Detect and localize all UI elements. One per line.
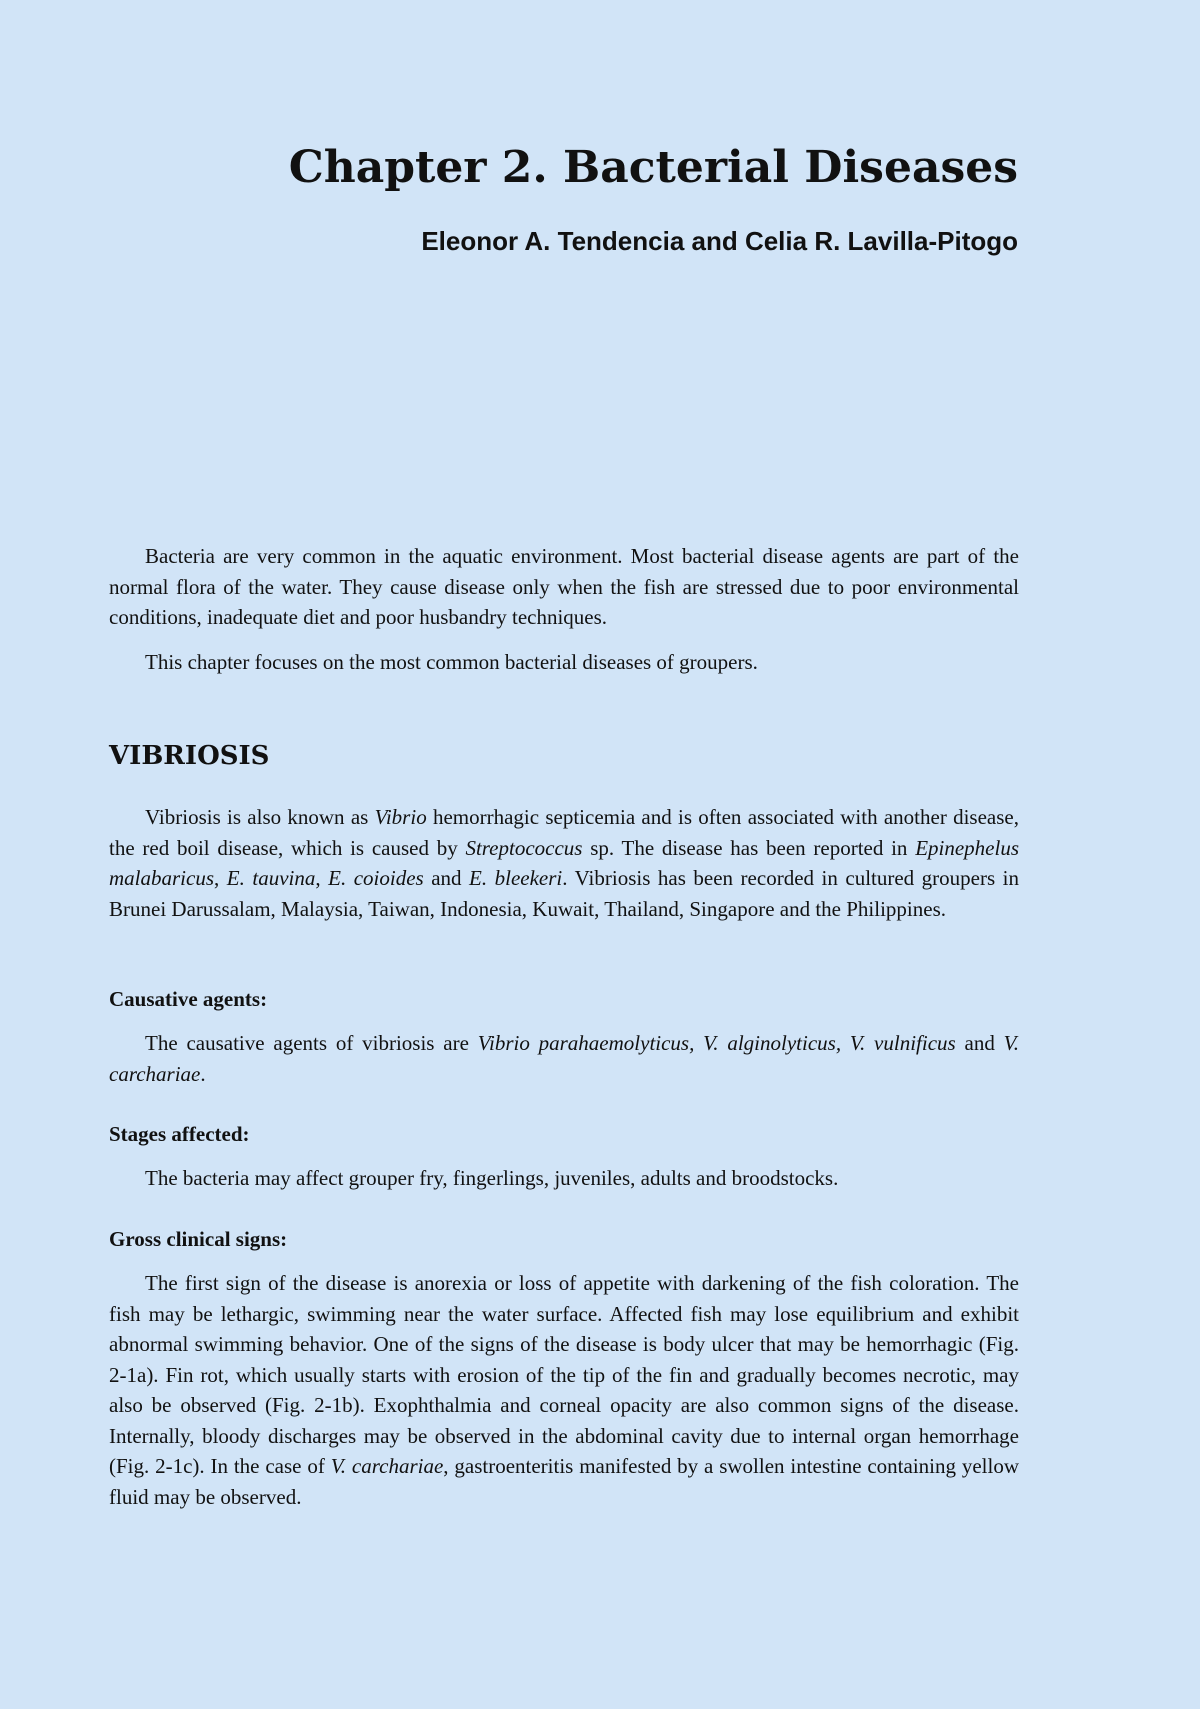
text-run: . [200,1061,206,1086]
species-name: Vibrio parahaemolyticus, V. alginolyticus, V. vulnificus [477,1031,956,1055]
text-run: The first sign of the disease is anorexia or loss of appetite with darkening of the fish coloration. The fish may be lethargic, swimming near the water surface. Affected fish may lose equilibrium and exhibit abnormal swimming behavior. One of the signs of the disease is body ulcer that may be hemorrhagic (Fig. 2-1a). Fin rot, which usually starts with erosion of the tip of the fin and gradually becomes necrotic, may also be observed (Fig. 2-1b). Exophthalmia and corneal opacity are also common signs of the disease. Internally, bloody discharges may be observed in the abdominal cavity due to internal organ hemorrhage (Fig. 2-1c). In the case of [109,1271,1019,1478]
causative-agents-paragraph [109,1028,1019,1089]
text-run: and [955,1031,1004,1055]
chapter-title: Chapter 2. Bacterial Diseases [288,142,1018,193]
text-run: , [315,866,329,890]
text-run: sp. The disease has been reported in [582,835,916,860]
vibriosis-paragraph [109,802,1019,924]
text-run: , gastroenteritis manifested by a swollen intestine containing yellow fluid may be observed. [109,1454,1020,1509]
gross-clinical-signs-paragraph [109,1268,1019,1512]
intro-block [109,541,1019,677]
text-run: Vibriosis is also known as [145,805,375,829]
species-name: E. tauvina [226,866,316,890]
gross-clinical-signs-block [109,1268,1019,1512]
causative-agents-heading: Causative agents: [109,987,268,1011]
intro-paragraph-1: Bacteria are very common in the aquatic environment. Most bacterial disease agents are part of the normal flora of the water. They cause disease only when the fish are stressed due to poor environmental conditions, inadequate diet and poor husbandry techniques. [109,544,1019,629]
stages-affected-block [109,1163,1019,1194]
gross-clinical-signs-heading: Gross clinical signs: [109,1227,288,1251]
text-run: and [423,866,470,890]
text-run: , [214,866,227,890]
species-name: E. bleekeri [469,866,563,890]
species-name: V. carchariae [109,1031,1020,1086]
section-title: VIBRIOSIS [109,741,270,771]
text-run: The causative agents of vibriosis are [145,1031,478,1055]
species-name: V. carchariae [330,1454,444,1478]
species-name: Streptococcus [465,835,583,860]
stages-affected-paragraph: The bacteria may affect grouper fry, fingerlings, juveniles, adults and broodstocks. [145,1166,839,1190]
species-name: Epinephelus malabaricus [109,835,1019,890]
stages-affected-heading: Stages affected: [109,1122,250,1146]
vibriosis-intro-block [109,802,1019,924]
text-run: . Vibriosis has been recorded in cultured groupers in Brunei Darussalam, Malaysia, Taiwan, Indonesia, Kuwait, Thailand, Singapore and the Philippines. [109,866,1020,921]
chapter-authors: Eleonor A. Tendencia and Celia R. Lavilla-Pitogo [421,226,1018,256]
species-name: E. coioides [328,866,424,890]
intro-paragraph-2: This chapter focuses on the most common bacterial diseases of groupers. [145,649,758,674]
species-name: Vibrio [374,805,427,829]
text-run: hemorrhagic septicemia and is often associated with another disease, the red boil disease, which is caused by [109,805,1019,860]
causative-agents-block [109,1028,1019,1089]
